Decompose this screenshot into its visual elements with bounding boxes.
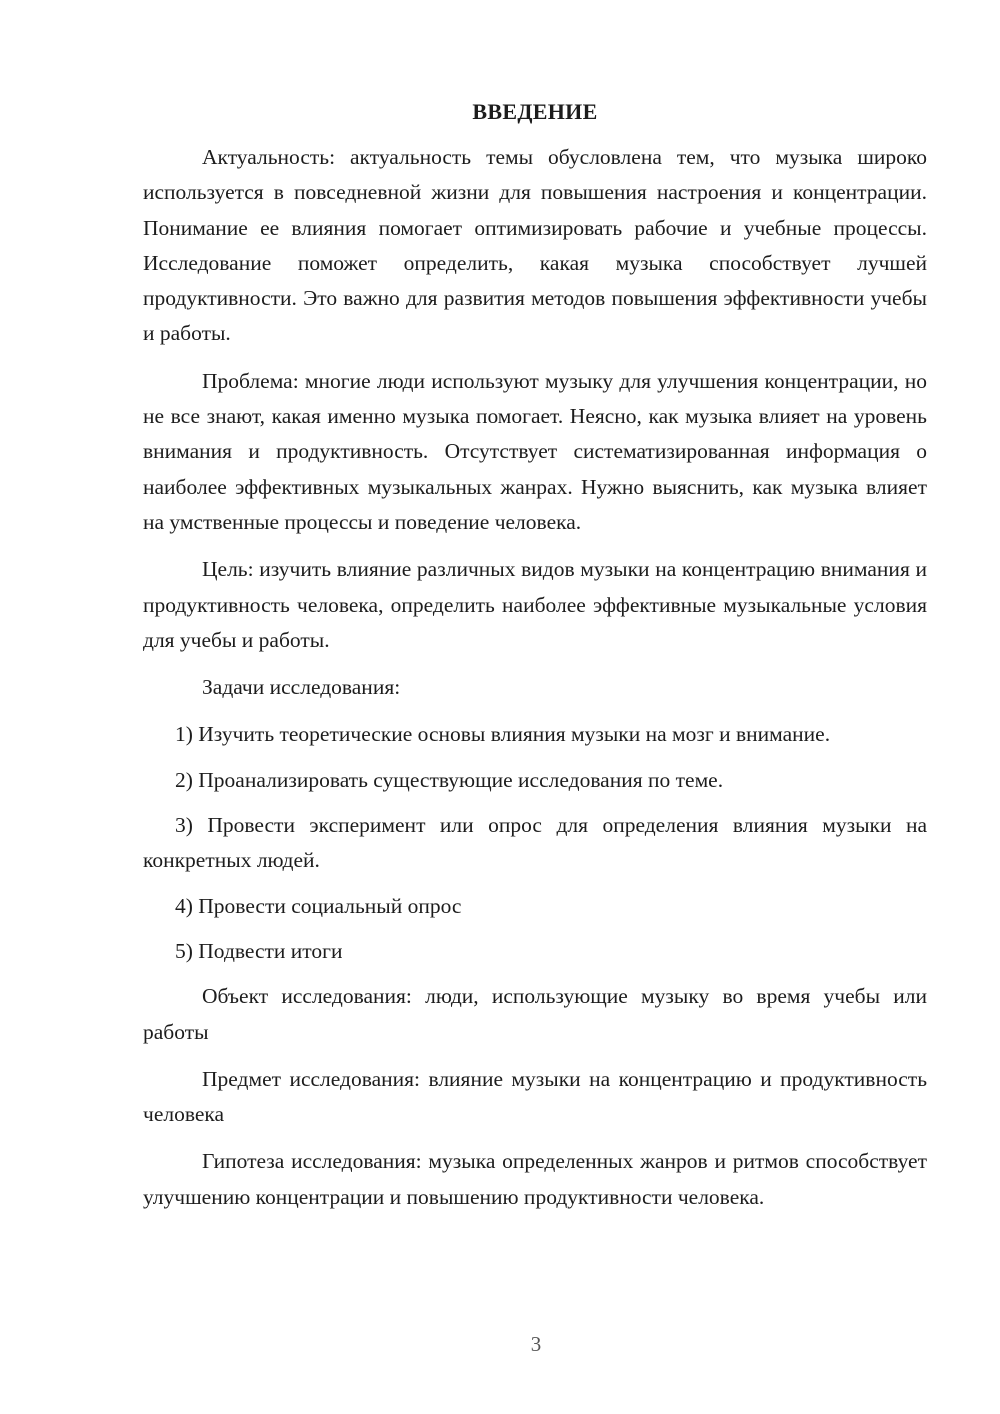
task-item-1: 1) Изучить теоретические основы влияния музыки на мозг и внимание. [175, 722, 831, 747]
problem-paragraph: Проблема: многие люди используют музыку для улучшения концентрации, но не все знают, какая именно музыка помогает. Неясно, как музыка влияет на уровень внимания и продуктивность. Отсутствует систематизированная информация о наиболее эффективных музыкальных жанрах. Нужно выяснить, как музыка влияет на умственные процессы и поведение человека. [143, 368, 927, 534]
task-item-5: 5) Подвести итоги [175, 938, 343, 963]
hypothesis-paragraph: Гипотеза исследования: музыка определенных жанров и ритмов способствует улучшению концентрации и повышению продуктивности человека. [143, 1149, 927, 1209]
tasks-heading: Задачи исследования: [202, 675, 401, 700]
relevance-paragraph: Актуальность: актуальность темы обусловлена тем, что музыка широко используется в повседневной жизни для повышения настроения и концентрации. Понимание ее влияния помогает оптимизировать рабочие и учебные процессы. Исследование поможет определить, какая музыка способствует лучшей продуктивности. Это важно для развития методов повышения эффективности учебы и работы. [143, 145, 927, 346]
goal-paragraph: Цель: изучить влияние различных видов музыки на концентрацию внимания и продуктивность человека, определить наиболее эффективные музыкальные условия для учебы и работы. [143, 557, 927, 652]
task-item-4: 4) Провести социальный опрос [175, 893, 462, 918]
object-paragraph: Объект исследования: люди, использующие музыку во время учебы или работы [143, 984, 927, 1044]
page-title: ВВЕДЕНИЕ [472, 99, 598, 124]
subject-paragraph: Предмет исследования: влияние музыки на концентрацию и продуктивность человека [143, 1066, 927, 1127]
page-number: 3 [530, 1332, 542, 1356]
task-item-3: 3) Провести эксперимент или опрос для определения влияния музыки на конкретных людей. [143, 813, 927, 873]
task-item-2: 2) Проанализировать существующие исследования по теме. [175, 767, 724, 792]
document-page [143, 96, 927, 1227]
